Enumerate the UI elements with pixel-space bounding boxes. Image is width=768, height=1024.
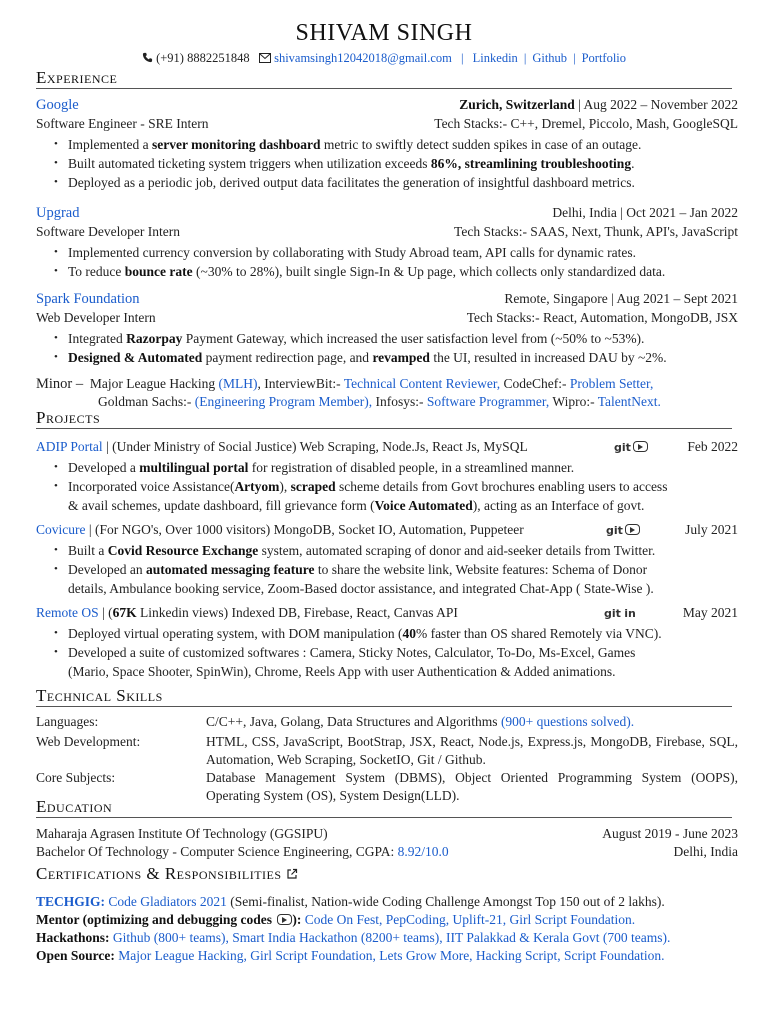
minor-line-2: Goldman Sachs:- (Engineering Program Member), Infosys:- Software Programmer, Wipro:- TalentNext. [98, 394, 661, 409]
job-role: Software Engineer - SRE Intern [36, 116, 209, 131]
cert-label: Mentor (optimizing and debugging codes [36, 912, 276, 927]
project-header-covicure [36, 521, 738, 539]
project-desc: | (For NGO's, Over 1000 visitors) MongoDB, Socket IO, Automation, Puppeteer [85, 522, 524, 537]
project-title[interactable]: ADIP Portal [36, 439, 103, 454]
tech-stack: Tech Stacks:- React, Automation, MongoDB, JSX [466, 310, 738, 325]
list-item: • Developed a suite of customized softwares : Camera, Sticky Notes, Calculator, To-Do, Ms-Excel, Games (Mario, Space Shooter, SpinWin), Chrome, Reels App with user Authentication & Added animations. [54, 643, 738, 681]
experience-bullets-upgrad [54, 243, 738, 281]
degree: Bachelor Of Technology - Computer Science Engineering, CGPA: [36, 844, 398, 859]
project-header-remote-os: Remote OS | (67K Linkedin views) Indexed DB, Firebase, React, Canvas API git in May 2021 [36, 605, 738, 620]
cert-techgig: TECHGIG: Code Gladiators 2021 (Semi-finalist, Nation-wide Coding Challenge Amongst Top 150 out of 2 lakhs). [36, 894, 665, 909]
list-item: • Incorporated voice Assistance(Artyom), scraped scheme details from Govt brochures enabling users to access & avail schemes, update dashboard, fill grievance form (Voice Automated), acting as an Interface of govt. [54, 477, 738, 515]
experience-header-google [36, 96, 738, 114]
portfolio-link[interactable]: Portfolio [581, 51, 627, 65]
list-item: • Integrated Razorpay Payment Gateway, which increased the user satisfaction level from (~50% to ~53%). [54, 329, 738, 348]
separator: | [523, 51, 527, 65]
cert-open-source: Open Source: Major League Hacking, Girl Script Foundation, Lets Grow More, Hacking Script, Script Foundation. [36, 948, 665, 963]
education-dates: August 2019 - June 2023 [602, 826, 738, 841]
skill-row-languages: Languages: C/C++, Java, Golang, Data Structures and Algorithms (900+ questions solved). [36, 714, 635, 729]
project-bullets-adip [54, 458, 738, 515]
list-item: • Developed a multilingual portal for registration of disabled people, in a streamlined manner. [54, 458, 738, 477]
skill-value: HTML, CSS, JavaScript, BootStrap, JSX, React, Node.js, Express.js, MongoDB, Firebase, SQL, Automation, Web Scraping, SocketIO, Git / Github. [206, 734, 738, 767]
project-bullets-remote-os [54, 624, 738, 681]
cgpa: 8.92/10.0 [397, 844, 449, 859]
project-header-adip [36, 438, 738, 456]
experience-role-google [36, 115, 738, 133]
separator: | [573, 51, 576, 65]
list-item: • To reduce bounce rate (~30% to 28%), built single Sign-In & Up page, which collects only standardized data. [54, 262, 738, 281]
list-item: • Built a Covid Resource Exchange system, automated scraping of donor and aid-seeker details from Twitter. [54, 541, 738, 560]
skill-label: Core Subjects: [36, 770, 116, 785]
cert-hackathons: Hackathons: Github (800+ teams), Smart India Hackathon (8200+ teams), IIT Palakkad & Kerala Govt (700 teams). [36, 930, 671, 945]
education-row-2 [36, 843, 738, 861]
section-heading-education: Education [36, 797, 732, 818]
experience-bullets-google [54, 135, 738, 192]
cert-mentor: Mentor (optimizing and debugging codes ): Code On Fest, PepCoding, Uplift-21, Girl Script Foundation. [36, 912, 636, 927]
company-name[interactable]: Google [36, 97, 79, 113]
company-name[interactable]: Spark Foundation [36, 291, 140, 307]
project-date: May 2021 [682, 605, 738, 620]
tech-stack: Tech Stacks:- SAAS, Next, Thunk, API's, JavaScript [454, 224, 738, 239]
company-name[interactable]: Upgrad [36, 205, 80, 221]
youtube-icon[interactable] [633, 441, 648, 452]
separator: | [461, 51, 464, 65]
list-item: • Built automated ticketing system triggers when utilization exceeds 86%, streamlining troubleshooting. [54, 154, 738, 173]
github-badge[interactable]: git [604, 607, 621, 620]
minor-label: Minor – [36, 376, 84, 392]
external-link-icon[interactable] [286, 865, 298, 884]
job-role: Web Developer Intern [36, 310, 156, 325]
linkedin-icon[interactable]: in [624, 607, 636, 620]
project-bullets-covicure [54, 541, 738, 598]
section-heading-projects: Projects [36, 408, 732, 429]
project-date: Feb 2022 [687, 439, 738, 454]
email-link[interactable]: shivamsingh12042018@gmail.com [274, 51, 452, 65]
education-row-1 [36, 825, 738, 843]
list-item: • Deployed virtual operating system, with DOM manipulation (40% faster than OS shared Remotely via VNC). [54, 624, 738, 643]
youtube-icon[interactable] [277, 914, 292, 925]
job-dates: Remote, Singapore | Aug 2021 – Sept 2021 [504, 291, 738, 306]
list-item: • Deployed as a periodic job, derived output data facilitates the generation of insightful dashboard metrics. [54, 173, 738, 192]
skill-value: Database Management System (DBMS), Object Oriented Programming System (OOPS), Operating System (OS), System Design(LLD). [206, 770, 738, 803]
list-item: • Developed an automated messaging feature to share the website link, Website features: Schema of Donor details, Ambulance booking service, Zoom-Based doctor assistance, and integrated Chat-App ( State-Wise ). [54, 560, 738, 598]
experience-header-upgrad [36, 204, 738, 222]
phone-number: (+91) 8882251848 [156, 51, 250, 65]
tech-stack: Tech Stacks:- C++, Dremel, Piccolo, Mash, GoogleSQL [434, 116, 738, 131]
experience-role-spark [36, 309, 738, 327]
cert-label: Open Source: [36, 948, 115, 963]
list-item: • Implemented currency conversion by collaborating with Study Abroad team, API calls for dynamic rates. [54, 243, 738, 262]
project-title[interactable]: Remote OS [36, 605, 99, 620]
minor-line-1: Minor – Major League Hacking (MLH), InterviewBit:- Technical Content Reviewer, CodeChef:- Problem Setter, [36, 376, 654, 392]
skill-label: Web Development: [36, 734, 141, 749]
project-date: July 2021 [685, 522, 738, 537]
section-heading-certs: Certifications & Responsibilities [36, 864, 732, 885]
skill-label: Languages: [36, 714, 99, 729]
experience-bullets-spark [54, 329, 738, 367]
job-role: Software Developer Intern [36, 224, 180, 239]
cert-label: Hackathons: [36, 930, 110, 945]
github-link[interactable]: Github [532, 51, 568, 65]
contact-line [0, 51, 768, 67]
phone-icon [142, 52, 153, 67]
github-badge[interactable]: git [614, 441, 631, 454]
candidate-name: SHIVAM SINGH [295, 20, 473, 46]
project-title[interactable]: Covicure [36, 522, 86, 537]
school-name: Maharaja Agrasen Institute Of Technology (GGSIPU) [36, 826, 328, 841]
project-desc: | (Under Ministry of Social Justice) Web Scraping, Node.Js, React Js, MySQL [102, 439, 528, 454]
job-dates: | Aug 2022 – November 2022 [574, 97, 738, 112]
experience-header-spark [36, 290, 738, 308]
linkedin-link[interactable]: Linkedin [472, 51, 518, 65]
education-location: Delhi, India [673, 844, 738, 859]
github-badge[interactable]: git [606, 524, 623, 537]
job-dates: Delhi, India | Oct 2021 – Jan 2022 [552, 205, 738, 220]
section-heading-skills: Technical Skills [36, 686, 732, 707]
list-item: • Implemented a server monitoring dashboard metric to swiftly detect sudden spikes in case of an outage. [54, 135, 738, 154]
cert-label: TECHGIG: [36, 894, 106, 909]
youtube-icon[interactable] [625, 524, 640, 535]
section-heading-experience: Experience [36, 68, 732, 89]
experience-role-upgrad [36, 223, 738, 241]
skill-row-web [36, 733, 738, 769]
skill-value: C/C++, Java, Golang, Data Structures and Algorithms [206, 714, 501, 729]
job-location: Zurich, Switzerland [459, 97, 575, 112]
mail-icon [259, 52, 271, 67]
list-item: • Designed & Automated payment redirection page, and revamped the UI, resulted in increased DAU by ~2%. [54, 348, 738, 367]
